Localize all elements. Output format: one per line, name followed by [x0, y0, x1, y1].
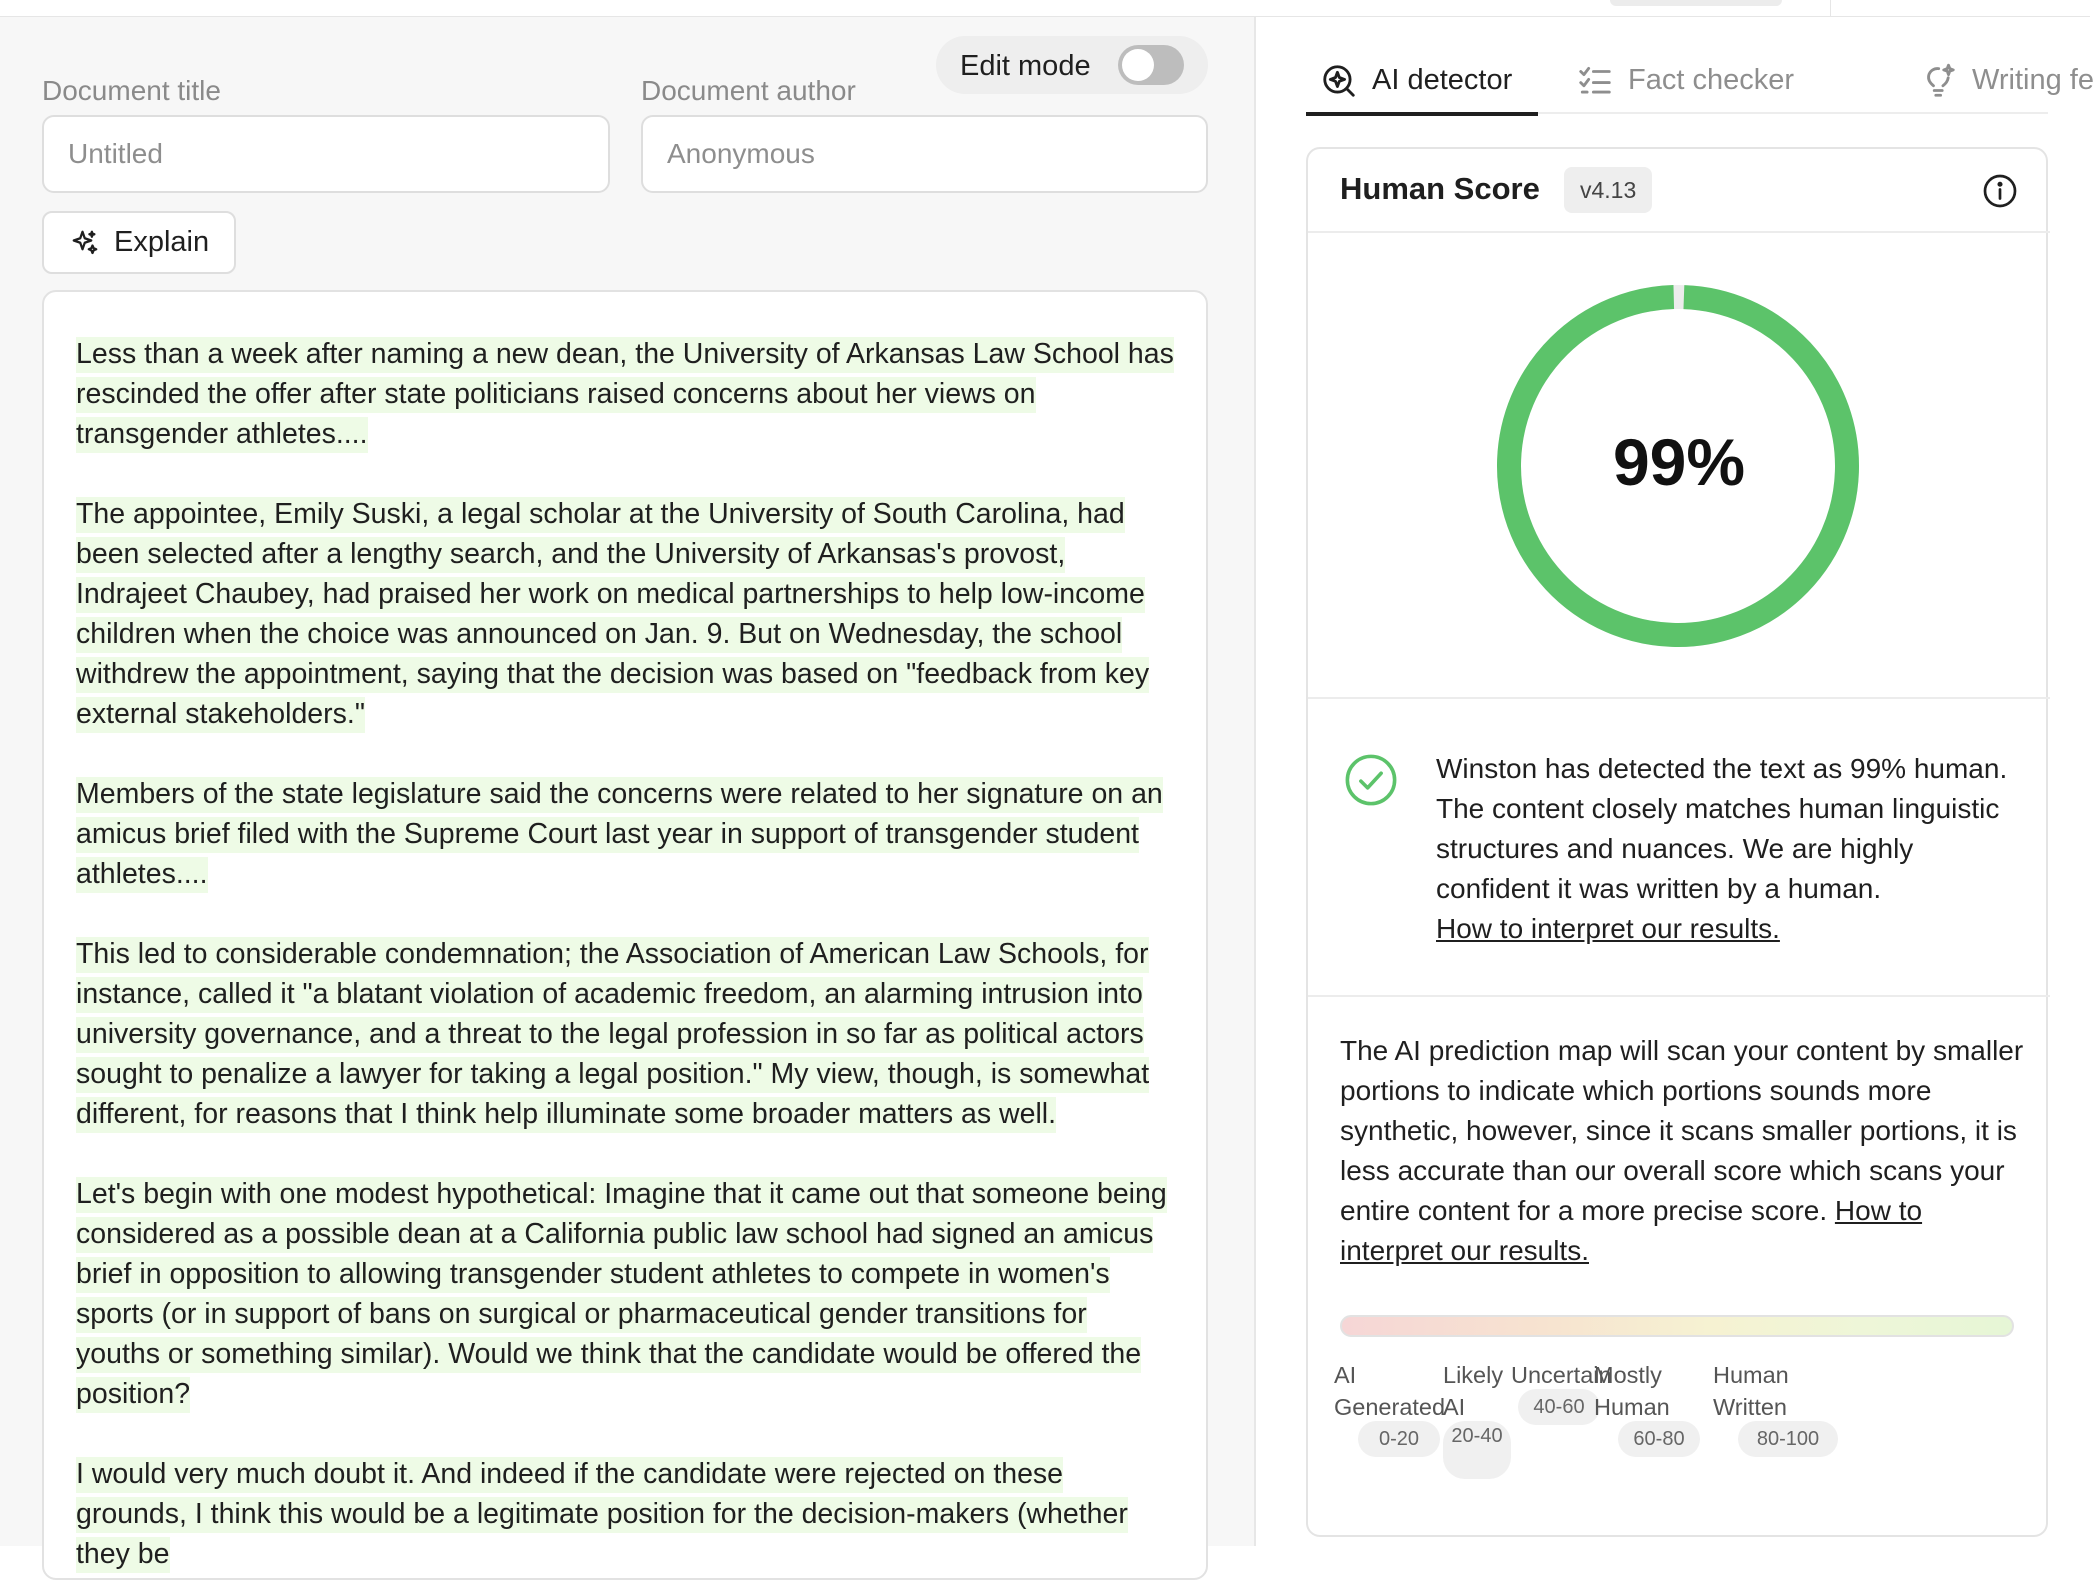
top-bar-divider [1830, 0, 1831, 17]
prediction-map-section [1308, 997, 2050, 1537]
legend-range-mostly-human: 60-80 [1618, 1421, 1700, 1457]
sparkle-icon [70, 228, 100, 258]
top-bar-tab[interactable] [1610, 0, 1782, 6]
paragraph [76, 494, 1176, 734]
tab-ai-detector[interactable] [1306, 47, 1538, 114]
paragraph [76, 774, 1176, 894]
document-author-input[interactable] [641, 115, 1208, 193]
legend-range-likely-ai: 20-40 [1443, 1421, 1511, 1479]
info-icon[interactable] [1982, 173, 2018, 209]
edit-mode-toggle[interactable] [936, 36, 1208, 94]
editor-pane [0, 17, 1256, 1570]
prediction-map-text: The AI prediction map will scan your content by smaller portions to indicate which portions sounds more synthetic, however, since it scans smaller portions, it is less accurate than our overall score which scans your entire content for a more precise score. [1340, 1035, 2024, 1226]
document-body[interactable] [42, 290, 1208, 1580]
verdict-text: Winston has detected the text as 99% human. The content closely matches human linguistic structures and nuances. We are highly confident it was written by a human. [1436, 753, 2008, 904]
tab-ai-detector-label: AI detector [1372, 64, 1513, 96]
card-header [1308, 149, 2050, 233]
legend-label-mostly-human: Mostly Human [1594, 1362, 1670, 1420]
legend-label-human-written: Human Written [1713, 1362, 1789, 1420]
tab-fact-checker-label: Fact checker [1628, 64, 1794, 96]
active-tab-underline [1306, 112, 1538, 116]
document-author-label: Document author [641, 75, 856, 106]
highlighted-text: I would very much doubt it. And indeed if the candidate were rejected on these grounds, I think this would be a legitimate position for the decision-makers (whether they be [76, 1457, 1128, 1573]
legend-label-ai-generated: AI Generated [1334, 1362, 1446, 1420]
interpret-results-link-2[interactable]: How to interpret our results. [1340, 1195, 1923, 1266]
top-bar [0, 0, 2090, 17]
version-badge: v4.13 [1564, 167, 1652, 213]
tab-writing-feedback-label: Writing fe [1972, 64, 2094, 96]
prediction-map-text-block [1340, 1031, 2030, 1271]
legend-label-uncertain: Uncertain [1511, 1362, 1612, 1388]
ai-detector-icon [1320, 62, 1358, 100]
human-score-card [1306, 147, 2048, 1537]
checklist-icon [1576, 62, 1614, 100]
paragraph [76, 1454, 1176, 1574]
highlighted-text: Let's begin with one modest hypothetical: Imagine that it came out that someone being considered as a possible dean at a California public law school had signed an amicus brief in opposition to allowing transgender student athletes to compete in women's sports (or in support of bans on surgical or pharmaceutical gender transitions for youths or something similar). Would we think that the candidate would be offered the position? [76, 1177, 1167, 1413]
interpret-results-link[interactable]: How to interpret our results. [1436, 913, 1780, 944]
lightbulb-icon [1920, 62, 1958, 100]
paragraph [76, 334, 1176, 454]
highlighted-text: Less than a week after naming a new dean, the University of Arkansas Law School has rescinded the offer after state politicians raised concerns about her views on transgender athletes.... [76, 337, 1174, 453]
prediction-gradient-bar [1340, 1315, 2014, 1337]
legend-range-uncertain: 40-60 [1518, 1389, 1600, 1425]
document-title-label: Document title [42, 75, 221, 106]
highlighted-text: The appointee, Emily Suski, a legal scholar at the University of South Carolina, had been selected after a lengthy search, and the University of Arkansas's provost, Indrajeet Chaubey, had praised her work on medical partnerships to help low-income children when the choice was announced on Jan. 9. But on Wednesday, the school withdrew the appointment, saying that the decision was based on "feedback from key external stakeholders." [76, 497, 1149, 733]
verdict-text-block [1436, 749, 2026, 949]
edit-mode-label: Edit mode [960, 50, 1091, 82]
tab-writing-feedback[interactable] [1920, 47, 2094, 114]
score-title: Human Score [1340, 171, 1540, 206]
score-value: 99% [1612, 425, 1746, 499]
edit-mode-switch[interactable] [1118, 45, 1184, 85]
explain-button[interactable] [42, 211, 236, 274]
tab-fact-checker[interactable] [1576, 47, 1794, 114]
check-circle-icon [1344, 753, 1398, 807]
legend-label-likely-ai: Likely AI [1443, 1362, 1504, 1420]
legend-range-ai-generated: 0-20 [1358, 1421, 1440, 1457]
verdict-section [1308, 699, 2050, 997]
explain-label: Explain [114, 226, 210, 258]
score-gauge [1308, 233, 2050, 699]
switch-knob [1122, 49, 1154, 81]
highlighted-text: This led to considerable condemnation; the Association of American Law Schools, for instance, called it "a blatant violation of academic freedom, an alarming intrusion into university governance, and a threat to the legal profession in so far as political actors sought to penalize a lawyer for taking a legal position." My view, though, is somewhat different, for reasons that I think help illuminate some broader matters as well. [76, 937, 1149, 1133]
paragraph [76, 1174, 1176, 1414]
analysis-pane [1258, 17, 2094, 1546]
paragraph [76, 934, 1176, 1134]
legend-range-human-written: 80-100 [1738, 1421, 1838, 1457]
document-title-input[interactable] [42, 115, 610, 193]
tab-bar [1306, 47, 2094, 114]
highlighted-text: Members of the state legislature said the concerns were related to her signature on an amicus brief filed with the Supreme Court last year in support of transgender student athletes.... [76, 777, 1163, 893]
